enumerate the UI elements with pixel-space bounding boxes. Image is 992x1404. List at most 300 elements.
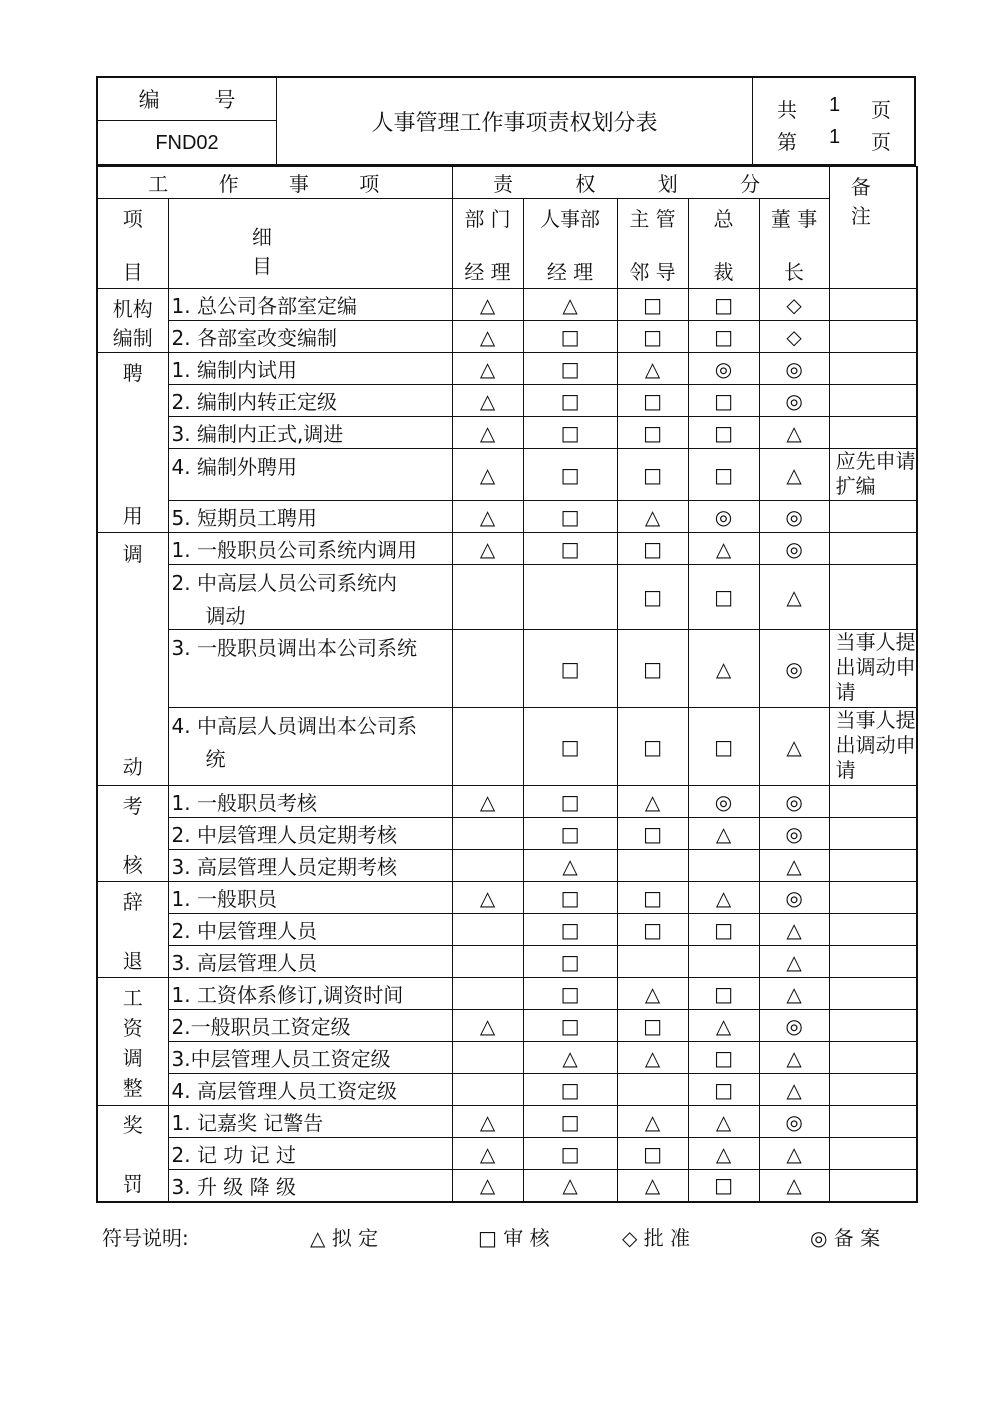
category-cell — [97, 882, 168, 978]
category-label — [98, 1109, 168, 1197]
responsibility-symbol: ◇ — [759, 321, 829, 353]
responsibility-symbol: ◎ — [688, 353, 759, 385]
detail-item — [168, 914, 452, 946]
remark-cell — [829, 1010, 917, 1042]
category-char: 退 — [122, 948, 143, 973]
responsibility-symbol: □ — [523, 353, 617, 385]
role-header-top: 部 门 — [464, 206, 511, 231]
category-char: 动 — [122, 755, 143, 779]
role-header-stack — [760, 203, 829, 285]
current-page-unit: 页 — [871, 130, 891, 154]
table-row — [97, 1138, 917, 1170]
responsibility-symbol: △ — [452, 501, 523, 533]
responsibility-symbol: □ — [617, 818, 688, 850]
remark-cell — [829, 850, 917, 882]
responsibility-symbol: □ — [617, 385, 688, 417]
category-label — [98, 293, 168, 349]
responsibility-symbol: △ — [452, 1138, 523, 1170]
responsibility-header: 责 权 划 分 — [452, 167, 829, 199]
role-header-top: 总 — [713, 206, 734, 231]
total-pages-label: 共 — [777, 98, 797, 122]
responsibility-symbol: △ — [452, 353, 523, 385]
responsibility-symbol: ◎ — [759, 630, 829, 708]
column-header-row — [97, 199, 917, 289]
category-char: 调 — [122, 1046, 143, 1071]
responsibility-symbol — [452, 630, 523, 708]
table-row — [97, 289, 917, 321]
detail-item — [168, 708, 452, 786]
total-pages-unit: 页 — [871, 98, 891, 122]
responsibility-symbol: □ — [688, 321, 759, 353]
role-header — [617, 199, 688, 289]
responsibility-symbol: △ — [759, 850, 829, 882]
category-char: 调 — [122, 542, 143, 566]
responsibility-symbol: □ — [617, 417, 688, 449]
remark-cell — [829, 1138, 917, 1170]
responsibility-symbol: △ — [452, 786, 523, 818]
remark-cell — [829, 289, 917, 321]
detail-item-text: 3. 一股职员调出本公司系统 — [171, 636, 417, 660]
remark-cell — [829, 565, 917, 630]
responsibility-symbol: △ — [759, 449, 829, 501]
responsibility-symbol: ◎ — [759, 353, 829, 385]
table-row — [97, 501, 917, 533]
role-header-bottom: 经 理 — [546, 259, 594, 284]
responsibility-symbol — [452, 1074, 523, 1106]
category-cell — [97, 353, 168, 533]
responsibility-symbol: △ — [617, 1106, 688, 1138]
responsibility-symbol: □ — [523, 978, 617, 1010]
category-char: 编制 — [112, 325, 153, 350]
responsibility-symbol: ◎ — [688, 786, 759, 818]
responsibility-symbol: △ — [452, 449, 523, 501]
responsibility-symbol: □ — [617, 321, 688, 353]
legend-review: □ 审 核 — [478, 1226, 550, 1250]
responsibility-symbol: □ — [688, 1170, 759, 1202]
detail-item-text: 2. 中层管理人员定期考核 — [171, 823, 397, 847]
category-char: 罚 — [122, 1172, 143, 1197]
responsibility-symbol: ◇ — [759, 289, 829, 321]
detail-item-text: 3. 高层管理人员 — [171, 951, 317, 975]
responsibility-symbol: □ — [523, 1010, 617, 1042]
role-header-stack — [453, 203, 523, 285]
category-char: 工 — [122, 985, 143, 1010]
responsibility-symbol: △ — [759, 978, 829, 1010]
detail-item — [168, 818, 452, 850]
responsibility-symbol: □ — [617, 565, 688, 630]
responsibility-symbol: △ — [688, 882, 759, 914]
document-title: 人事管理工作事项责权划分表 — [371, 110, 658, 136]
responsibility-symbol: △ — [759, 946, 829, 978]
responsibility-symbol: □ — [523, 708, 617, 786]
detail-item-text: 2.一般职员工资定级 — [171, 1015, 351, 1039]
table-row — [97, 449, 917, 501]
remark-cell — [829, 417, 917, 449]
category-cell — [97, 786, 168, 882]
responsibility-symbol: △ — [617, 786, 688, 818]
responsibility-symbol: △ — [452, 321, 523, 353]
responsibility-symbol: ◎ — [759, 786, 829, 818]
detail-item — [168, 533, 452, 565]
responsibility-symbol: △ — [759, 1170, 829, 1202]
remark-cell — [829, 786, 917, 818]
detail-item-text: 3.中层管理人员工资定级 — [171, 1047, 391, 1071]
remark-cell: 应先申请扩编 — [829, 449, 917, 501]
responsibility-symbol — [688, 850, 759, 882]
symbol-legend — [102, 1222, 912, 1254]
category-cell — [97, 1106, 168, 1202]
category-char: 考 — [122, 793, 143, 818]
responsibility-symbol — [452, 1042, 523, 1074]
responsibility-symbol: △ — [688, 533, 759, 565]
remark-cell — [829, 946, 917, 978]
form-number-cell — [98, 78, 277, 164]
remark-cell — [829, 978, 917, 1010]
category-cell — [97, 533, 168, 786]
table-row — [97, 417, 917, 449]
responsibility-symbol: △ — [688, 818, 759, 850]
responsibility-symbol: △ — [688, 1106, 759, 1138]
detail-column-header: 细 目 — [168, 199, 452, 289]
table-row — [97, 1170, 917, 1202]
category-label — [98, 357, 168, 529]
table-row — [97, 708, 917, 786]
responsibility-symbol: △ — [617, 978, 688, 1010]
responsibility-symbol: □ — [617, 289, 688, 321]
responsibility-symbol: □ — [688, 1042, 759, 1074]
remark-cell — [829, 818, 917, 850]
table-row — [97, 385, 917, 417]
responsibility-symbol: ◎ — [759, 1010, 829, 1042]
remarks-header: 备 注 — [829, 167, 917, 289]
responsibility-symbol: ◎ — [759, 533, 829, 565]
detail-item-text: 4. 高层管理人员工资定级 — [171, 1079, 397, 1103]
detail-item — [168, 1170, 452, 1202]
responsibility-symbol: ◎ — [759, 501, 829, 533]
remark-cell — [829, 353, 917, 385]
table-row — [97, 1074, 917, 1106]
responsibility-symbol: ◎ — [759, 385, 829, 417]
detail-item-text: 3. 编制内正式,调进 — [171, 422, 344, 446]
table-row — [97, 786, 917, 818]
responsibility-symbol: □ — [523, 914, 617, 946]
role-header-stack — [689, 203, 759, 285]
form-header — [96, 76, 916, 166]
responsibility-symbol — [452, 914, 523, 946]
responsibility-symbol: △ — [452, 533, 523, 565]
responsibility-symbol: △ — [759, 708, 829, 786]
responsibility-symbol: ◎ — [759, 1106, 829, 1138]
responsibility-symbol: □ — [617, 1138, 688, 1170]
detail-item — [168, 882, 452, 914]
detail-item-text: 1. 一般职员公司系统内调用 — [171, 538, 417, 562]
responsibility-symbol: □ — [688, 914, 759, 946]
detail-item — [168, 289, 452, 321]
responsibility-symbol — [452, 565, 523, 630]
current-page-label: 第 — [777, 130, 797, 154]
responsibility-symbol: △ — [523, 289, 617, 321]
form-number-label: 编 号 — [98, 78, 276, 121]
remark-cell — [829, 321, 917, 353]
responsibility-symbol: □ — [523, 501, 617, 533]
responsibility-symbol: ◎ — [759, 818, 829, 850]
remark-cell — [829, 1042, 917, 1074]
category-char: 聘 — [122, 360, 143, 385]
detail-item-text: 1. 编制内试用 — [171, 358, 297, 382]
responsibility-symbol: △ — [759, 1138, 829, 1170]
responsibility-symbol: □ — [617, 708, 688, 786]
category-label — [98, 982, 168, 1102]
responsibility-symbol: □ — [523, 1106, 617, 1138]
responsibility-symbol: □ — [688, 565, 759, 630]
responsibility-symbol: △ — [523, 1042, 617, 1074]
responsibility-symbol: △ — [452, 385, 523, 417]
responsibility-symbol: □ — [523, 1138, 617, 1170]
responsibility-symbol — [452, 978, 523, 1010]
detail-item-text: 5. 短期员工聘用 — [171, 506, 317, 530]
detail-item-text: 3. 升 级 降 级 — [171, 1174, 297, 1199]
role-header-top: 董 事 — [770, 206, 818, 231]
responsibility-symbol: ◎ — [759, 882, 829, 914]
responsibility-symbol: △ — [759, 1074, 829, 1106]
legend-label: 符号说明: — [102, 1226, 189, 1250]
responsibility-symbol — [452, 946, 523, 978]
remark-cell — [829, 533, 917, 565]
detail-item — [168, 850, 452, 882]
role-header-stack — [618, 203, 688, 285]
responsibility-symbol: □ — [688, 1074, 759, 1106]
detail-item — [168, 417, 452, 449]
role-header-bottom: 邻 导 — [629, 259, 676, 284]
table-row — [97, 914, 917, 946]
responsibility-symbol: □ — [523, 882, 617, 914]
responsibility-symbol: □ — [523, 786, 617, 818]
detail-item — [168, 565, 452, 630]
category-char: 核 — [122, 852, 143, 877]
detail-item-text-cont: 调动 — [205, 604, 246, 628]
responsibility-symbol: △ — [452, 882, 523, 914]
remark-cell — [829, 385, 917, 417]
remark-cell — [829, 501, 917, 533]
responsibility-symbol: □ — [688, 385, 759, 417]
detail-item-text: 2. 编制内转正定级 — [171, 390, 337, 414]
detail-item-text: 1. 工资体系修订,调资时间 — [171, 983, 404, 1007]
item-header-stack — [98, 203, 168, 285]
remark-cell — [829, 1170, 917, 1202]
responsibility-symbol: □ — [617, 1010, 688, 1042]
table-row — [97, 882, 917, 914]
detail-item-text: 1. 一般职员考核 — [171, 791, 317, 815]
responsibility-symbol: □ — [523, 1074, 617, 1106]
responsibility-symbol: △ — [523, 850, 617, 882]
responsibility-symbol: △ — [759, 914, 829, 946]
detail-item — [168, 501, 452, 533]
category-char: 整 — [122, 1076, 143, 1101]
responsibility-symbol: □ — [688, 449, 759, 501]
category-char: 机构 — [112, 296, 153, 321]
detail-item — [168, 1106, 452, 1138]
category-label — [98, 538, 168, 780]
responsibility-symbol: △ — [759, 417, 829, 449]
responsibility-symbol: □ — [617, 533, 688, 565]
role-header-bottom: 裁 — [713, 259, 734, 284]
detail-item — [168, 1138, 452, 1170]
responsibility-symbol: △ — [617, 353, 688, 385]
total-pages-value: 1 — [829, 94, 841, 116]
table-row — [97, 850, 917, 882]
remark-cell — [829, 914, 917, 946]
responsibility-symbol: △ — [759, 1042, 829, 1074]
table-row — [97, 565, 917, 630]
responsibility-symbol: △ — [452, 1010, 523, 1042]
remark-cell — [829, 1106, 917, 1138]
responsibility-symbol — [617, 946, 688, 978]
category-char: 资 — [122, 1015, 143, 1040]
table-row — [97, 818, 917, 850]
detail-item-text: 1. 总公司各部室定编 — [171, 294, 357, 318]
table-row — [97, 321, 917, 353]
legend-approve: ◇ 批 准 — [622, 1226, 691, 1250]
detail-item-text: 3. 高层管理人员定期考核 — [171, 855, 397, 879]
remark-cell: 当事人提出调动申请 — [829, 708, 917, 786]
legend-draft: △ 拟 定 — [310, 1226, 379, 1250]
responsibility-symbol: □ — [688, 708, 759, 786]
responsibility-symbol: □ — [688, 978, 759, 1010]
responsibility-symbol: △ — [617, 1042, 688, 1074]
table-row — [97, 1042, 917, 1074]
responsibility-symbol: □ — [523, 449, 617, 501]
detail-item-text: 1. 记嘉奖 记警告 — [171, 1111, 324, 1135]
detail-item — [168, 321, 452, 353]
responsibility-symbol: ◎ — [688, 501, 759, 533]
responsibility-symbol: △ — [617, 501, 688, 533]
responsibility-table — [96, 166, 918, 1203]
responsibility-symbol — [452, 708, 523, 786]
category-char: 辞 — [122, 889, 143, 914]
responsibility-symbol: □ — [523, 630, 617, 708]
table-body — [97, 167, 917, 1202]
responsibility-symbol: □ — [523, 417, 617, 449]
responsibility-symbol: □ — [688, 417, 759, 449]
remark-cell: 当事人提出调动申请 — [829, 630, 917, 708]
role-header-stack — [524, 203, 617, 285]
detail-item — [168, 385, 452, 417]
detail-item-text: 2. 各部室改变编制 — [171, 326, 337, 350]
role-header — [452, 199, 523, 289]
total-pages-line — [753, 94, 915, 124]
responsibility-symbol: □ — [617, 882, 688, 914]
detail-item — [168, 1010, 452, 1042]
current-page-value: 1 — [829, 126, 841, 148]
responsibility-symbol: □ — [523, 321, 617, 353]
responsibility-symbol — [617, 1074, 688, 1106]
table-row — [97, 353, 917, 385]
responsibility-symbol: △ — [759, 565, 829, 630]
responsibility-symbol: □ — [617, 630, 688, 708]
table-row — [97, 1010, 917, 1042]
category-label — [98, 790, 168, 878]
role-header-bottom: 经 理 — [464, 259, 511, 284]
remark-cell — [829, 882, 917, 914]
role-header-bottom: 长 — [784, 259, 805, 284]
detail-item — [168, 786, 452, 818]
legend-file: ◎ 备 案 — [810, 1226, 881, 1250]
responsibility-symbol: △ — [452, 289, 523, 321]
responsibility-symbol: △ — [452, 1106, 523, 1138]
responsibility-symbol: □ — [523, 946, 617, 978]
table-row — [97, 978, 917, 1010]
responsibility-symbol: □ — [523, 818, 617, 850]
detail-item-text: 4. 编制外聘用 — [171, 455, 297, 479]
responsibility-symbol: △ — [523, 1170, 617, 1202]
table-row — [97, 1106, 917, 1138]
work-items-header: 工 作 事 项 — [97, 167, 452, 199]
responsibility-symbol — [452, 850, 523, 882]
table-row — [97, 630, 917, 708]
detail-item — [168, 1042, 452, 1074]
responsibility-symbol: □ — [688, 289, 759, 321]
responsibility-symbol — [617, 850, 688, 882]
role-header-top: 人事部 — [540, 206, 601, 231]
item-header-top: 项 — [122, 206, 143, 231]
detail-item-text: 1. 一般职员 — [171, 887, 277, 911]
role-header — [688, 199, 759, 289]
category-cell — [97, 289, 168, 353]
responsibility-symbol: □ — [523, 385, 617, 417]
responsibility-symbol — [688, 946, 759, 978]
detail-item — [168, 449, 452, 501]
table-row — [97, 533, 917, 565]
responsibility-symbol — [452, 818, 523, 850]
detail-item-text: 2. 记 功 记 过 — [171, 1143, 297, 1167]
remark-cell — [829, 1074, 917, 1106]
detail-item-text: 2. 中层管理人员 — [171, 919, 317, 943]
category-char: 奖 — [122, 1113, 143, 1138]
category-label — [98, 886, 168, 974]
page-count-cell — [752, 78, 915, 164]
responsibility-symbol: △ — [452, 1170, 523, 1202]
group-header-row — [97, 167, 917, 199]
detail-item — [168, 946, 452, 978]
responsibility-symbol: △ — [688, 1010, 759, 1042]
detail-item-text: 2. 中高层人员公司系统内 — [171, 571, 397, 595]
responsibility-symbol: △ — [688, 630, 759, 708]
responsibility-symbol: △ — [617, 1170, 688, 1202]
form-number-value: FND02 — [155, 131, 219, 154]
responsibility-symbol: □ — [523, 533, 617, 565]
responsibility-symbol: □ — [617, 914, 688, 946]
role-header-top: 主 管 — [629, 206, 676, 231]
responsibility-symbol: □ — [617, 449, 688, 501]
detail-item — [168, 978, 452, 1010]
responsibility-symbol: △ — [452, 417, 523, 449]
detail-item-text: 4. 中高层人员调出本公司系 — [171, 714, 417, 738]
category-cell — [97, 978, 168, 1106]
item-column-header — [97, 199, 168, 289]
category-char: 用 — [122, 503, 143, 528]
detail-item — [168, 630, 452, 708]
responsibility-symbol: △ — [688, 1138, 759, 1170]
table-row — [97, 946, 917, 978]
detail-item — [168, 1074, 452, 1106]
detail-item — [168, 353, 452, 385]
current-page-line — [753, 126, 915, 156]
role-header — [759, 199, 829, 289]
responsibility-symbol — [523, 565, 617, 630]
role-header — [523, 199, 617, 289]
detail-item-text-cont: 统 — [205, 747, 226, 771]
item-header-bottom: 目 — [122, 259, 143, 284]
